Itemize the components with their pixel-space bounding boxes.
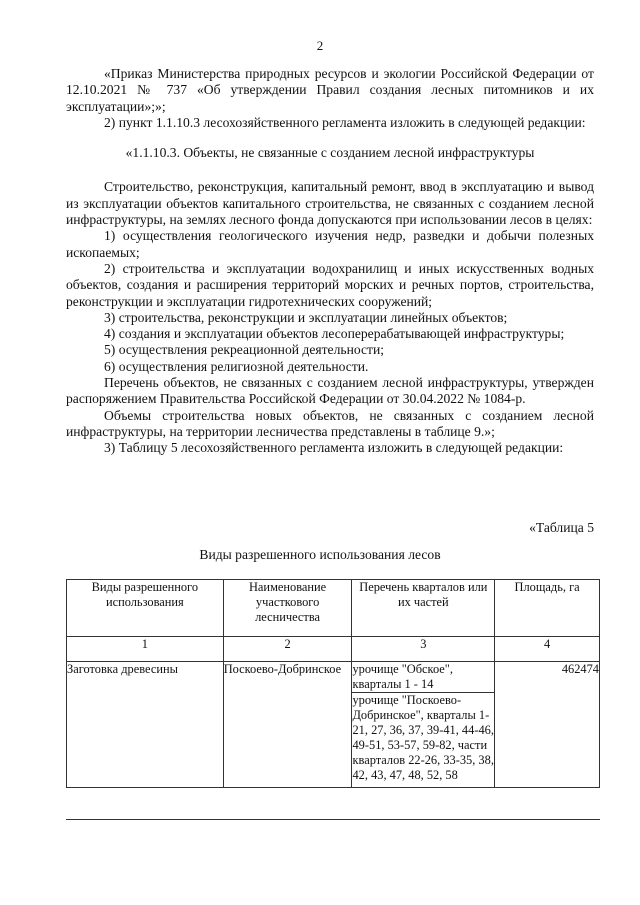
paragraph-objects-list: Перечень объектов, не связанных с созданием лесной инфраструктуры, утвержден распоряжением Правительства Российской Федерации от 30.04.2022 № 1084-р. xyxy=(66,375,594,407)
list-item-5: 5) осуществления рекреационной деятельности; xyxy=(104,342,385,358)
list-item-2: 2) строительства и эксплуатации водохранилищ и иных искусственных водных объектов, создания и расширения территорий морских и речных портов, строительства, реконструкции и эксплуатации гидротехнических сооружений; xyxy=(66,260,594,309)
header-quarters: Перечень кварталов или их частей xyxy=(352,580,495,637)
table-row xyxy=(67,662,600,693)
cell-area: 462474 xyxy=(495,662,600,788)
cell-quarters-poskoevo: урочище "Поскоево-Добринское", кварталы 1-21, 27, 36, 37, 39-41, 44-46, 49-51, 53-57, 59-82, части кварталов 22-26, 33-35, 38, 42, 43, 47, 48, 52, 58 xyxy=(352,693,495,788)
list-item-4: 4) создания и эксплуатации объектов лесоперерабатывающей инфраструктуры; xyxy=(104,326,565,342)
paragraph-construction: Строительство, реконструкция, капитальный ремонт, ввод в эксплуатацию и вывод из эксплуатации объектов капитального строительства, не связанных с созданием лесной инфраструктуры, на землях лесного фонда допускаются при использовании лесов в целях: xyxy=(66,179,594,228)
table-label: «Таблица 5 xyxy=(529,520,594,535)
cell-use-type: Заготовка древесины xyxy=(67,662,224,788)
forest-use-table xyxy=(66,579,600,788)
body-text xyxy=(66,66,594,457)
col-number-4: 4 xyxy=(495,637,600,662)
table-header-row xyxy=(67,580,600,637)
section-heading: «1.1.10.3. Объекты, не связанные с созданием лесной инфраструктуры xyxy=(125,145,535,161)
col-number-3: 3 xyxy=(352,637,495,662)
col-number-1: 1 xyxy=(67,637,224,662)
list-item-6: 6) осуществления религиозной деятельности. xyxy=(104,358,369,374)
header-use-type: Виды разрешенного использования xyxy=(67,580,224,637)
cell-forestry: Поскоево-Добринское xyxy=(223,662,352,788)
col-number-2: 2 xyxy=(223,637,352,662)
table-number-row xyxy=(67,637,600,662)
paragraph-point-2: 2) пункт 1.1.10.3 лесохозяйственного регламента изложить в следующей редакции: xyxy=(104,114,586,130)
list-item-1: 1) осуществления геологического изучения недр, разведки и добычи полезных ископаемых; xyxy=(66,228,594,260)
page-number: 2 xyxy=(316,38,324,53)
cell-quarters-obskoe: урочище "Обское", кварталы 1 - 14 xyxy=(352,662,495,693)
list-item-3: 3) строительства, реконструкции и эксплуатации линейных объектов; xyxy=(104,309,508,325)
paragraph-point-3: 3) Таблицу 5 лесохозяйственного регламента изложить в следующей редакции: xyxy=(104,440,564,456)
header-area: Площадь, га xyxy=(495,580,600,637)
table-bottom-border xyxy=(66,819,600,820)
paragraph-volumes: Объемы строительства новых объектов, не связанных с созданием лесной инфраструктуры, на территории лесничества представлены в таблице 9.»; xyxy=(66,407,594,439)
header-forestry: Наименование участкового лесничества xyxy=(223,580,352,637)
table-title: Виды разрешенного использования лесов xyxy=(199,547,441,562)
paragraph-order-reference: «Приказ Министерства природных ресурсов и экологии Российской Федерации от 12.10.2021 № 737 «Об утверждении Правил создания лесных питомников и их эксплуатации»;»; xyxy=(66,66,594,114)
